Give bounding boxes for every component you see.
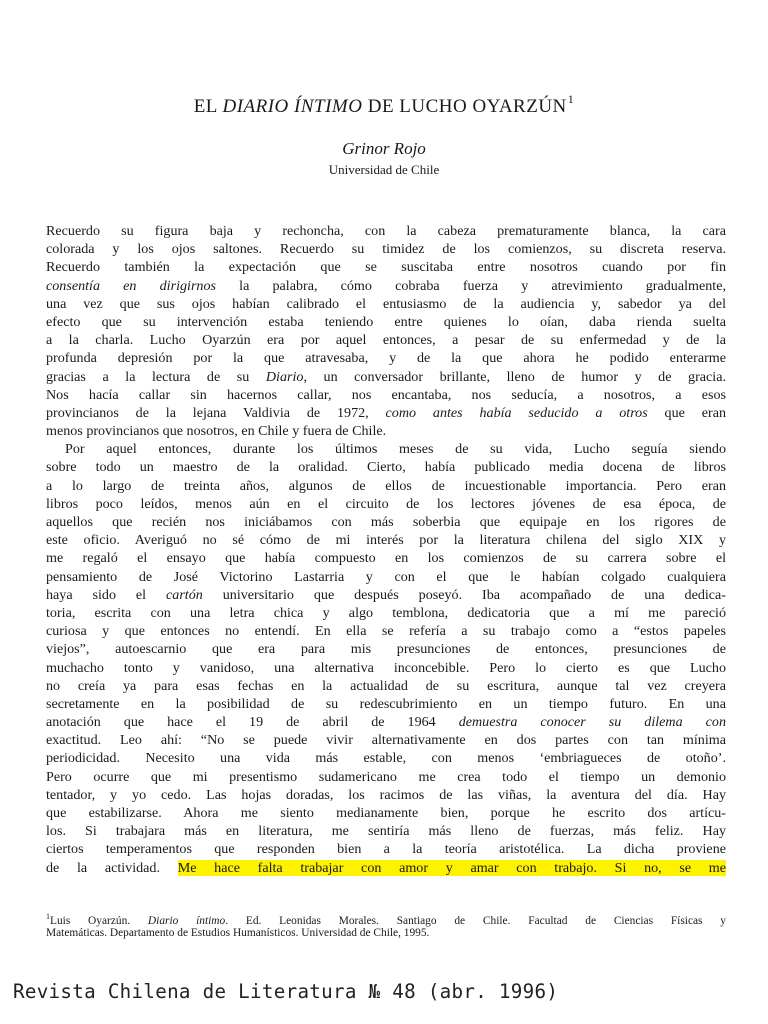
- footnote: [46, 908, 726, 942]
- text-line: [46, 859, 726, 877]
- title-italic: DIARIO ÍNTIMO: [222, 96, 363, 117]
- journal-citation-stamp: Revista Chilena de Literatura № 48 (abr. 1996): [13, 980, 559, 1003]
- text-line: me regaló el ensayo que había compuesto en los comienzos de su carrera sobre el: [46, 550, 726, 567]
- text-line: una vez que sus ojos habían calibrado el entusiasmo de la audiencia y, sabedor ya del: [46, 295, 726, 312]
- text-run: . Ed. Leonidas Morales. Santiago de Chile. Facultad de Ciencias Físicas y: [225, 915, 726, 927]
- text-line: ciertos temperamentos que responden bien a la teoría aristotélica. La dicha proviene: [46, 841, 726, 858]
- text-line: curiosa y que entonces no entendí. En ella se refería a su trabajo como a “estos papeles: [46, 623, 726, 640]
- footnote-line: [46, 908, 726, 925]
- text-line: [46, 586, 726, 604]
- title-pre: EL: [193, 96, 223, 117]
- article-title: [0, 92, 768, 118]
- text-line: Pero ocurre que mi presentismo sudamericano me crea todo el tiempo un demonio: [46, 768, 726, 785]
- italic-phrase: consentía en dirigirnos: [46, 277, 217, 294]
- article-body: [46, 222, 726, 877]
- highlighted-passage: Me hace falta trabajar con amor y amar con trabajo. Si no, se me: [177, 859, 726, 876]
- text-line: a lo largo de treinta años, algunos de ellos de incuestionable importancia. Pero eran: [46, 477, 726, 494]
- footnote-mark: 1: [46, 912, 50, 921]
- text-line: pensamiento de José Victorino Lastarria y con el que le habían colgado cualquiera: [46, 568, 726, 585]
- footnote-line: Matemáticas. Departamento de Estudios Humanísticos. Universidad de Chile, 1995.: [46, 927, 430, 939]
- italic-phrase: cartón: [166, 586, 203, 603]
- text-line: aquellos que recién nos iniciábamos con más soberbia que equipaje en los rigores de: [46, 514, 726, 530]
- text-run: universitario que después poseyó. Iba acompañado de una dedica-: [202, 586, 727, 603]
- text-line: a la charla. Lucho Oyarzún era por aquel entonces, a pesar de su enfermedad y de la: [46, 332, 726, 349]
- text-line: muchacho tonto y vanidoso, una alternativa inconcebible. Pero lo cierto es que Lucho: [46, 659, 726, 676]
- text-line: [46, 368, 726, 386]
- text-line: [46, 713, 726, 731]
- text-run: de la actividad.: [46, 859, 178, 876]
- text-line: [46, 277, 726, 295]
- text-run: que eran: [647, 404, 726, 421]
- italic-phrase: demuestra conocer su dilema con: [458, 714, 726, 731]
- text-run: haya sido el: [46, 586, 167, 603]
- text-line: este oficio. Averiguó no sé cómo de mi interés por la literatura chilena del siglo XIX y: [46, 532, 726, 549]
- italic-phrase: como antes había seducido a otros: [385, 404, 648, 421]
- text-line: toria, escrita con una letra chica y algo temblona, dedicatoria que a mí me pareció: [46, 604, 726, 621]
- text-line: periodicidad. Necesito una vida más estable, con menos ‘embriagueces de otoño’.: [46, 750, 726, 767]
- text-line: [46, 404, 726, 422]
- text-line: los. Si trabajara más en literatura, me sentiría más lleno de fuerzas, más feliz. Hay: [46, 823, 726, 840]
- title-footnote-mark: 1: [567, 92, 575, 106]
- text-line: profunda depresión por la que atravesaba, y de la que ahora he podido enterarme: [46, 350, 726, 367]
- italic-phrase: Diario: [265, 368, 304, 385]
- text-line: secretamente en la posibilidad de su redescubrimiento en un tiempo futuro. En una: [46, 695, 726, 712]
- text-line: menos provincianos que nosotros, en Chile y fuera de Chile.: [46, 423, 387, 440]
- text-line: Nos hacía callar sin hacernos callar, nos encantaba, nos seducía, a nosotros, a esos: [46, 386, 726, 403]
- title-post: DE LUCHO OYARZÚN: [362, 96, 567, 117]
- author-affiliation: Universidad de Chile: [328, 162, 440, 177]
- text-line: exactitud. Leo ahí: “No se puede vivir alternativamente en dos partes con tan mínima: [46, 732, 726, 749]
- text-run: , un conversador brillante, lleno de humor y de gracia.: [303, 368, 726, 385]
- text-run: anotación que hace el 19 de abril de 1964: [46, 714, 459, 731]
- text-line: libros poco leídos, menos aún en el circuito de los lectores jóvenes de esa época, de: [46, 495, 726, 512]
- text-run: Luis Oyarzún.: [50, 915, 148, 927]
- text-line: tentador, y yo cedo. Las hojas doradas, los racimos de las viñas, la aventura del día. Hay: [46, 786, 726, 803]
- text-line: efecto que su intervención estaba teniendo entre quienes lo oían, daba rienda suelta: [46, 313, 726, 330]
- author-name: Grinor Rojo: [342, 139, 426, 158]
- italic-phrase: Diario íntimo: [147, 915, 226, 927]
- paragraph-start-line: Por aquel entonces, durante los últimos meses de su vida, Lucho seguía siendo: [65, 441, 726, 458]
- text-line: que estabilizarse. Ahora me siento medianamente bien, porque he escrito dos artícu-: [46, 805, 726, 821]
- text-line: viejos”, autoescarnio que era para mis presunciones de entonces, presunciones de: [46, 641, 726, 658]
- text-run: la palabra, cómo cobraba fuerza y atrevimiento gradualmente,: [216, 277, 726, 294]
- text-line: sobre todo un maestro de la oralidad. Cierto, había publicado media docena de libros: [46, 459, 726, 476]
- text-line: Recuerdo también la expectación que se suscitaba entre nosotros cuando por fin: [46, 259, 726, 276]
- text-line: colorada y los ojos saltones. Recuerdo su timidez de los comienzos, su discreta reserva.: [46, 241, 726, 258]
- text-line: Recuerdo su figura baja y rechoncha, con la cabeza prematuramente blanca, la cara: [46, 223, 726, 239]
- text-line: no creía ya para esas fechas en la actualidad de su escritura, aunque tal vez creyera: [46, 677, 726, 694]
- text-run: gracias a la lectura de su: [46, 368, 266, 385]
- text-run: provincianos de la lejana Valdivia de 1972,: [46, 404, 386, 421]
